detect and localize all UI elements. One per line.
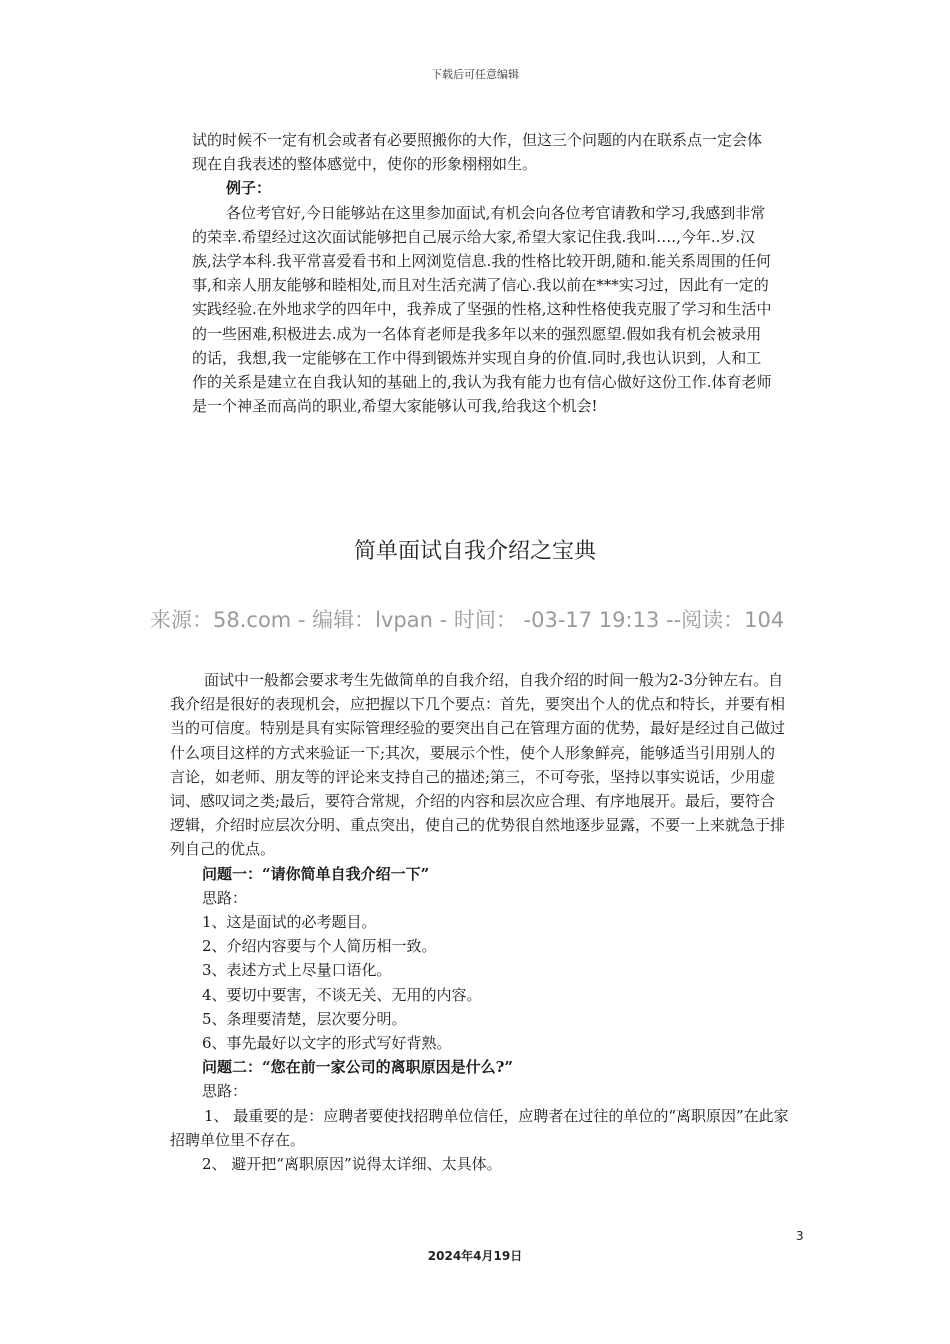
- list-item: 2、 避开把“离职原因”说得太详细、太具体。: [202, 1155, 502, 1174]
- list-item: 6、事先最好以文字的形式写好背熟。: [202, 1034, 452, 1053]
- list-item: 2、介绍内容要与个人简历相一致。: [202, 937, 437, 956]
- example-label: 例子：: [226, 179, 272, 198]
- question-one-label: 思路：: [202, 888, 248, 907]
- question-two-label: 思路：: [202, 1082, 248, 1101]
- article-paragraph: 面试中一般都会要求考生先做简单的自我介绍，自我介绍的时间一般为2-3分钟左右。自我介绍是很好的表现机会，应把握以下几个要点：首先，要突出个人的优点和特长，并要有相当的可信度。特别是具有实际管理经验的要突出自己在管理方面的优势，最好是经过自己做过什么项目这样的方式来验证一下;其次，要展示个性，使个人形象鲜亮，能够适当引用别人的言论，如老师、朋友等的评论来支持自己的描述;第三，不可夸张，坚持以事实说话，少用虚词、感叹词之类;最后，要符合常规，介绍的内容和层次应合理、有序地展开。最后，要符合逻辑，介绍时应层次分明、重点突出，使自己的优势很自然地逐步显露，不要一上来就急于排列自己的优点。: [170, 671, 786, 859]
- list-item: 1、 最重要的是：应聘者要使找招聘单位信任，应聘者在过往的单位的“离职原因”在此家招聘单位里不存在。: [170, 1106, 789, 1149]
- question-one-title: 问题一：“请你简单自我介绍一下”: [202, 864, 430, 883]
- page-header: 下载后可任意编辑: [431, 68, 519, 81]
- footer-date: 2024年4月19日: [427, 1249, 523, 1263]
- section-example: [192, 128, 772, 418]
- article-body: [170, 668, 790, 1176]
- list-item: 1、这是面试的必考题目。: [202, 913, 377, 932]
- intro-paragraph: 试的时候不一定有机会或者有必要照搬你的大作，但这三个问题的内在联系点一定会体现在自我表述的整体感觉中，使你的形象栩栩如生。: [192, 131, 763, 174]
- article-source-line: 来源：58.com - 编辑：lvpan - 时间： -03-17 19:13 --阅读：104: [150, 608, 785, 632]
- example-paragraph: 各位考官好,今日能够站在这里参加面试,有机会向各位考官请教和学习,我感到非常的荣幸.希望经过这次面试能够把自己展示给大家,希望大家记住我.我叫….,今年..岁.汉族,法学本科.我平常喜爱看书和上网浏览信息.我的性格比较开朗,随和.能关系周围的任何事,和亲人朋友能够和睦相处,而且对生活充满了信心.我以前在***实习过，因此有一定的实践经验.在外地求学的四年中，我养成了坚强的性格,这种性格使我克服了学习和生活中的一些困难,积极进去.成为一名体育老师是我多年以来的强烈愿望.假如我有机会被录用的话，我想,我一定能够在工作中得到锻炼并实现自身的价值.同时,我也认识到，人和工作的关系是建立在自我认知的基础上的,我认为我有能力也有信心做好这份工作.体育老师是一个神圣而高尚的职业,希望大家能够认可我,给我这个机会!: [192, 203, 772, 416]
- list-item: 5、条理要清楚，层次要分明。: [202, 1009, 407, 1028]
- question-two-title: 问题二：“您在前一家公司的离职原因是什么?”: [202, 1058, 514, 1077]
- list-item: 4、要切中要害，不谈无关、无用的内容。: [202, 985, 482, 1004]
- page-number: 3: [796, 1229, 804, 1243]
- list-item: 3、表述方式上尽量口语化。: [202, 961, 392, 980]
- article-title: 简单面试自我介绍之宝典: [353, 539, 596, 564]
